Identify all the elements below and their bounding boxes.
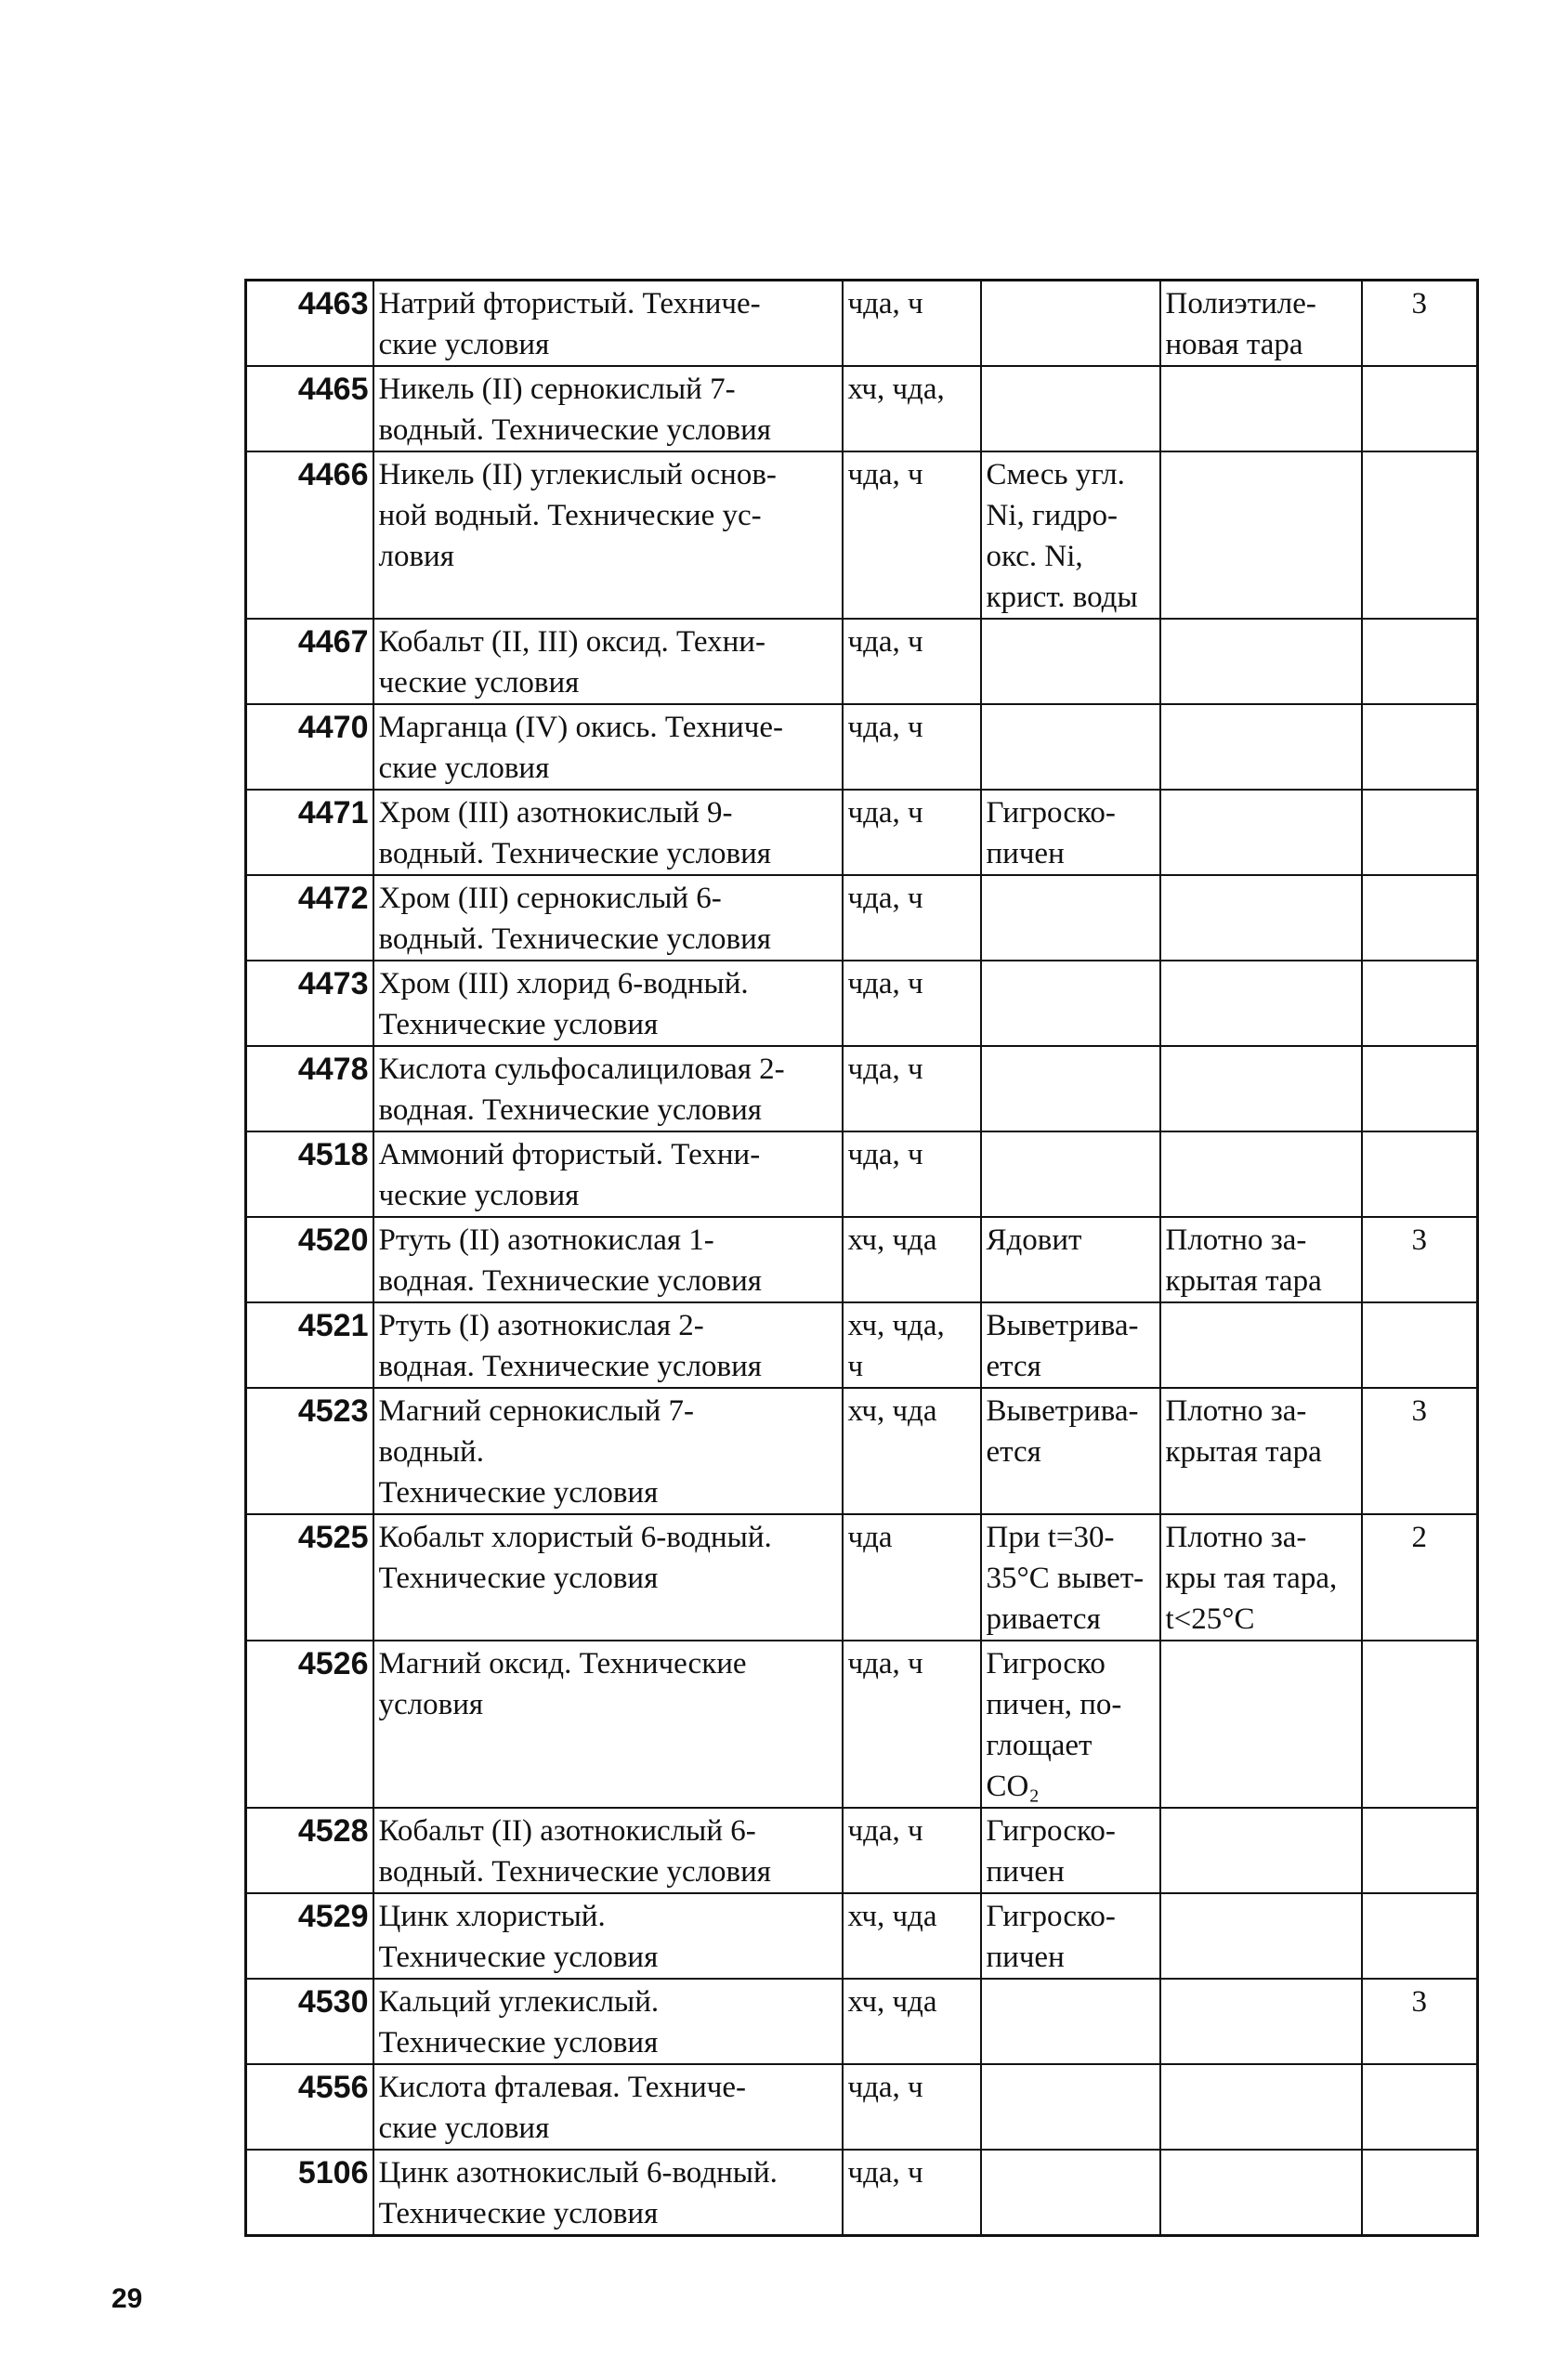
table-row xyxy=(246,1893,1478,1979)
reagent-name-cell: Кобальт (II, III) оксид. Техни- ческие условия xyxy=(373,619,843,704)
grade-cell: хч, чда, xyxy=(843,366,981,451)
grade-cell: чда, ч xyxy=(843,281,981,367)
grade-cell: хч, чда xyxy=(843,1217,981,1302)
note-cell: Гигроско пичен, по- глощает CO₂ xyxy=(981,1641,1160,1808)
note-cell xyxy=(981,1046,1160,1131)
packaging-cell xyxy=(1160,1131,1362,1217)
standard-number-cell: 4526 xyxy=(246,1641,373,1808)
grade-cell: чда, ч xyxy=(843,1808,981,1893)
reagent-name-cell: Хром (III) азотнокислый 9- водный. Технические условия xyxy=(373,790,843,875)
packaging-cell xyxy=(1160,875,1362,961)
standard-number-cell: 4463 xyxy=(246,281,373,367)
table-row xyxy=(246,451,1478,619)
note-cell xyxy=(981,2150,1160,2236)
reagent-name-cell: Марганца (IV) окись. Техниче- ские условия xyxy=(373,704,843,790)
note-cell xyxy=(981,1979,1160,2064)
packaging-cell xyxy=(1160,961,1362,1046)
grade-cell: чда, ч xyxy=(843,704,981,790)
table-row xyxy=(246,961,1478,1046)
table-row xyxy=(246,790,1478,875)
group-cell xyxy=(1362,2150,1478,2236)
standard-number-cell: 4520 xyxy=(246,1217,373,1302)
standard-number-cell: 4471 xyxy=(246,790,373,875)
packaging-cell xyxy=(1160,1641,1362,1808)
standard-number-cell: 5106 xyxy=(246,2150,373,2236)
reagent-name-cell: Кислота фталевая. Техниче- ские условия xyxy=(373,2064,843,2150)
group-cell: 2 xyxy=(1362,1514,1478,1641)
reagent-name-cell: Хром (III) сернокислый 6- водный. Технические условия xyxy=(373,875,843,961)
reagent-name-cell: Хром (III) хлорид 6-водный. Технические условия xyxy=(373,961,843,1046)
packaging-cell xyxy=(1160,1302,1362,1388)
packaging-cell xyxy=(1160,1893,1362,1979)
standard-number-cell: 4478 xyxy=(246,1046,373,1131)
group-cell xyxy=(1362,790,1478,875)
group-cell xyxy=(1362,2064,1478,2150)
standard-number-cell: 4467 xyxy=(246,619,373,704)
packaging-cell: Плотно за- крытая тара xyxy=(1160,1217,1362,1302)
reagent-name-cell: Кобальт (II) азотнокислый 6- водный. Технические условия xyxy=(373,1808,843,1893)
grade-cell: чда, ч xyxy=(843,790,981,875)
grade-cell: хч, чда xyxy=(843,1893,981,1979)
group-cell: 3 xyxy=(1362,281,1478,367)
grade-cell: чда, ч xyxy=(843,1131,981,1217)
table-row xyxy=(246,704,1478,790)
grade-cell: чда, ч xyxy=(843,875,981,961)
table-row xyxy=(246,1388,1478,1514)
packaging-cell xyxy=(1160,704,1362,790)
standard-number-cell: 4530 xyxy=(246,1979,373,2064)
grade-cell: чда, ч xyxy=(843,451,981,619)
group-cell: 3 xyxy=(1362,1979,1478,2064)
note-cell: Смесь угл. Ni, гидро- окс. Ni, крист. воды xyxy=(981,451,1160,619)
standard-number-cell: 4473 xyxy=(246,961,373,1046)
reagent-name-cell: Аммоний фтористый. Техни- ческие условия xyxy=(373,1131,843,1217)
reagent-name-cell: Никель (II) сернокислый 7- водный. Технические условия xyxy=(373,366,843,451)
standard-number-cell: 4521 xyxy=(246,1302,373,1388)
group-cell xyxy=(1362,366,1478,451)
packaging-cell xyxy=(1160,1808,1362,1893)
group-cell xyxy=(1362,1302,1478,1388)
reagent-name-cell: Кобальт хлористый 6-водный. Технические условия xyxy=(373,1514,843,1641)
group-cell xyxy=(1362,961,1478,1046)
table-row xyxy=(246,1808,1478,1893)
table-row xyxy=(246,1641,1478,1808)
packaging-cell: Плотно за- крытая тара xyxy=(1160,1388,1362,1514)
reagent-name-cell: Никель (II) углекислый основ- ной водный. Технические ус- ловия xyxy=(373,451,843,619)
group-cell xyxy=(1362,619,1478,704)
grade-cell: чда, ч xyxy=(843,2150,981,2236)
reagent-name-cell: Магний сернокислый 7- водный. Технические условия xyxy=(373,1388,843,1514)
note-cell: При t=30- 35°С вывет- ривается xyxy=(981,1514,1160,1641)
note-cell xyxy=(981,704,1160,790)
reagent-name-cell: Цинк азотнокислый 6-водный. Технические условия xyxy=(373,2150,843,2236)
standard-number-cell: 4528 xyxy=(246,1808,373,1893)
packaging-cell xyxy=(1160,451,1362,619)
group-cell: 3 xyxy=(1362,1217,1478,1302)
table-row xyxy=(246,1131,1478,1217)
table-row xyxy=(246,1979,1478,2064)
table-row xyxy=(246,875,1478,961)
group-cell xyxy=(1362,1046,1478,1131)
standard-number-cell: 4466 xyxy=(246,451,373,619)
packaging-cell xyxy=(1160,1979,1362,2064)
standard-number-cell: 4470 xyxy=(246,704,373,790)
packaging-cell: Полиэтиле- новая тара xyxy=(1160,281,1362,367)
group-cell xyxy=(1362,875,1478,961)
grade-cell: хч, чда xyxy=(843,1388,981,1514)
standard-number-cell: 4556 xyxy=(246,2064,373,2150)
packaging-cell xyxy=(1160,2150,1362,2236)
reagent-name-cell: Кислота сульфосалициловая 2- водная. Технические условия xyxy=(373,1046,843,1131)
page-number: 29 xyxy=(111,2283,143,2314)
table-row xyxy=(246,1217,1478,1302)
table-row xyxy=(246,366,1478,451)
packaging-cell: Плотно за- кры тая тара, t<25°С xyxy=(1160,1514,1362,1641)
note-cell xyxy=(981,2064,1160,2150)
group-cell xyxy=(1362,1641,1478,1808)
table-row xyxy=(246,1514,1478,1641)
group-cell xyxy=(1362,1131,1478,1217)
note-cell xyxy=(981,619,1160,704)
note-cell: Гигроско- пичен xyxy=(981,1893,1160,1979)
grade-cell: чда, ч xyxy=(843,619,981,704)
table-row xyxy=(246,1046,1478,1131)
reagent-name-cell: Кальций углекислый. Технические условия xyxy=(373,1979,843,2064)
table-row xyxy=(246,2150,1478,2236)
note-cell xyxy=(981,281,1160,367)
grade-cell: хч, чда xyxy=(843,1979,981,2064)
note-cell xyxy=(981,875,1160,961)
standard-number-cell: 4525 xyxy=(246,1514,373,1641)
packaging-cell xyxy=(1160,619,1362,704)
note-cell: Ядовит xyxy=(981,1217,1160,1302)
packaging-cell xyxy=(1160,790,1362,875)
table-row xyxy=(246,281,1478,367)
note-cell xyxy=(981,366,1160,451)
packaging-cell xyxy=(1160,366,1362,451)
grade-cell: чда, ч xyxy=(843,2064,981,2150)
note-cell xyxy=(981,961,1160,1046)
grade-cell: чда, ч xyxy=(843,961,981,1046)
group-cell xyxy=(1362,1808,1478,1893)
standard-number-cell: 4472 xyxy=(246,875,373,961)
note-cell: Выветрива- ется xyxy=(981,1388,1160,1514)
standard-number-cell: 4523 xyxy=(246,1388,373,1514)
note-cell xyxy=(981,1131,1160,1217)
standard-number-cell: 4465 xyxy=(246,366,373,451)
packaging-cell xyxy=(1160,1046,1362,1131)
reagent-name-cell: Цинк хлористый. Технические условия xyxy=(373,1893,843,1979)
note-cell: Выветрива- ется xyxy=(981,1302,1160,1388)
grade-cell: чда xyxy=(843,1514,981,1641)
table-body xyxy=(246,281,1478,2236)
packaging-cell xyxy=(1160,2064,1362,2150)
reagent-name-cell: Ртуть (I) азотнокислая 2- водная. Технические условия xyxy=(373,1302,843,1388)
table-row xyxy=(246,1302,1478,1388)
grade-cell: чда, ч xyxy=(843,1046,981,1131)
standard-number-cell: 4529 xyxy=(246,1893,373,1979)
reagent-name-cell: Натрий фтористый. Техниче- ские условия xyxy=(373,281,843,367)
table-row xyxy=(246,619,1478,704)
standard-number-cell: 4518 xyxy=(246,1131,373,1217)
reagent-name-cell: Ртуть (II) азотнокислая 1- водная. Технические условия xyxy=(373,1217,843,1302)
group-cell xyxy=(1362,1893,1478,1979)
table-row xyxy=(246,2064,1478,2150)
group-cell xyxy=(1362,704,1478,790)
grade-cell: хч, чда, ч xyxy=(843,1302,981,1388)
group-cell xyxy=(1362,451,1478,619)
note-cell: Гигроско- пичен xyxy=(981,1808,1160,1893)
group-cell: 3 xyxy=(1362,1388,1478,1514)
note-cell: Гигроско- пичен xyxy=(981,790,1160,875)
reagent-name-cell: Магний оксид. Технические условия xyxy=(373,1641,843,1808)
grade-cell: чда, ч xyxy=(843,1641,981,1808)
reagents-table xyxy=(244,279,1479,2237)
